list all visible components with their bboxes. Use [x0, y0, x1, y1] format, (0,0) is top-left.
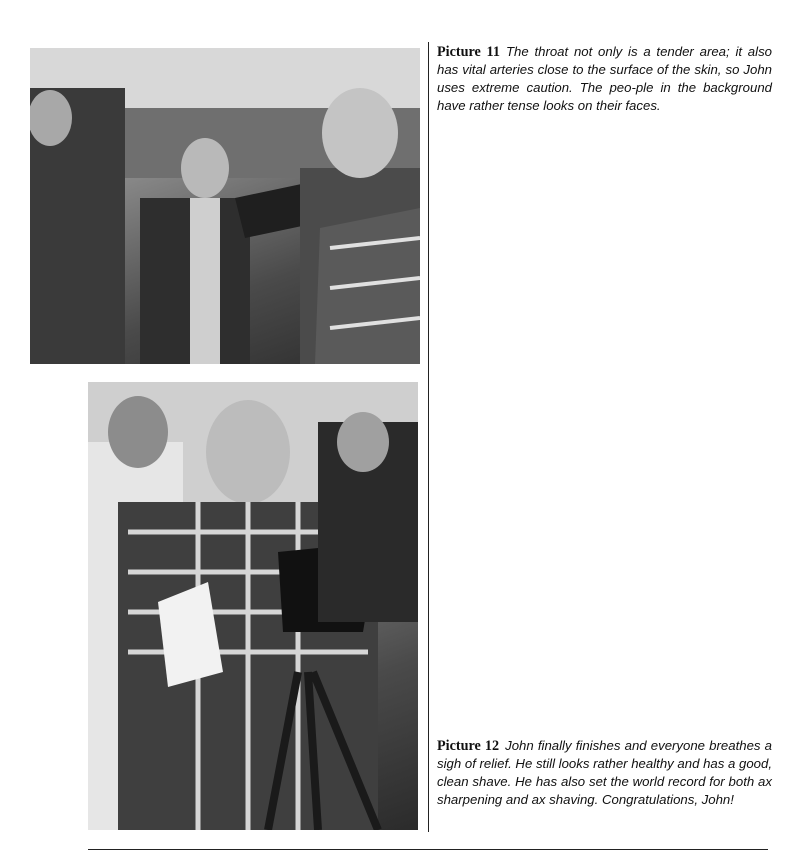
bottom-rule — [88, 849, 768, 850]
picture-11-label: Picture 11 — [437, 44, 500, 60]
picture-12-label: Picture 12 — [437, 738, 500, 754]
picture-12-photo — [88, 382, 418, 830]
picture-11-photo-shapes — [30, 48, 420, 364]
picture-11-photo — [30, 48, 420, 364]
column-divider — [428, 42, 429, 832]
picture-11-caption — [437, 43, 772, 115]
picture-12-caption-text: John finally finishes and everyone breathes a sigh of relief. He still looks rather healthy and has a good, clean shave. He has also set the world record for both ax sharpening and ax shaving. Congratulations, John! — [437, 738, 773, 807]
picture-12-caption — [437, 737, 772, 809]
picture-12-photo-shapes — [88, 382, 418, 830]
picture-11-caption-text: The throat not only is a tender area; it also has vital arteries close to the surface of the skin, so John uses extreme caution. The peo-ple in the background have rather tense looks on their faces. — [437, 44, 773, 113]
